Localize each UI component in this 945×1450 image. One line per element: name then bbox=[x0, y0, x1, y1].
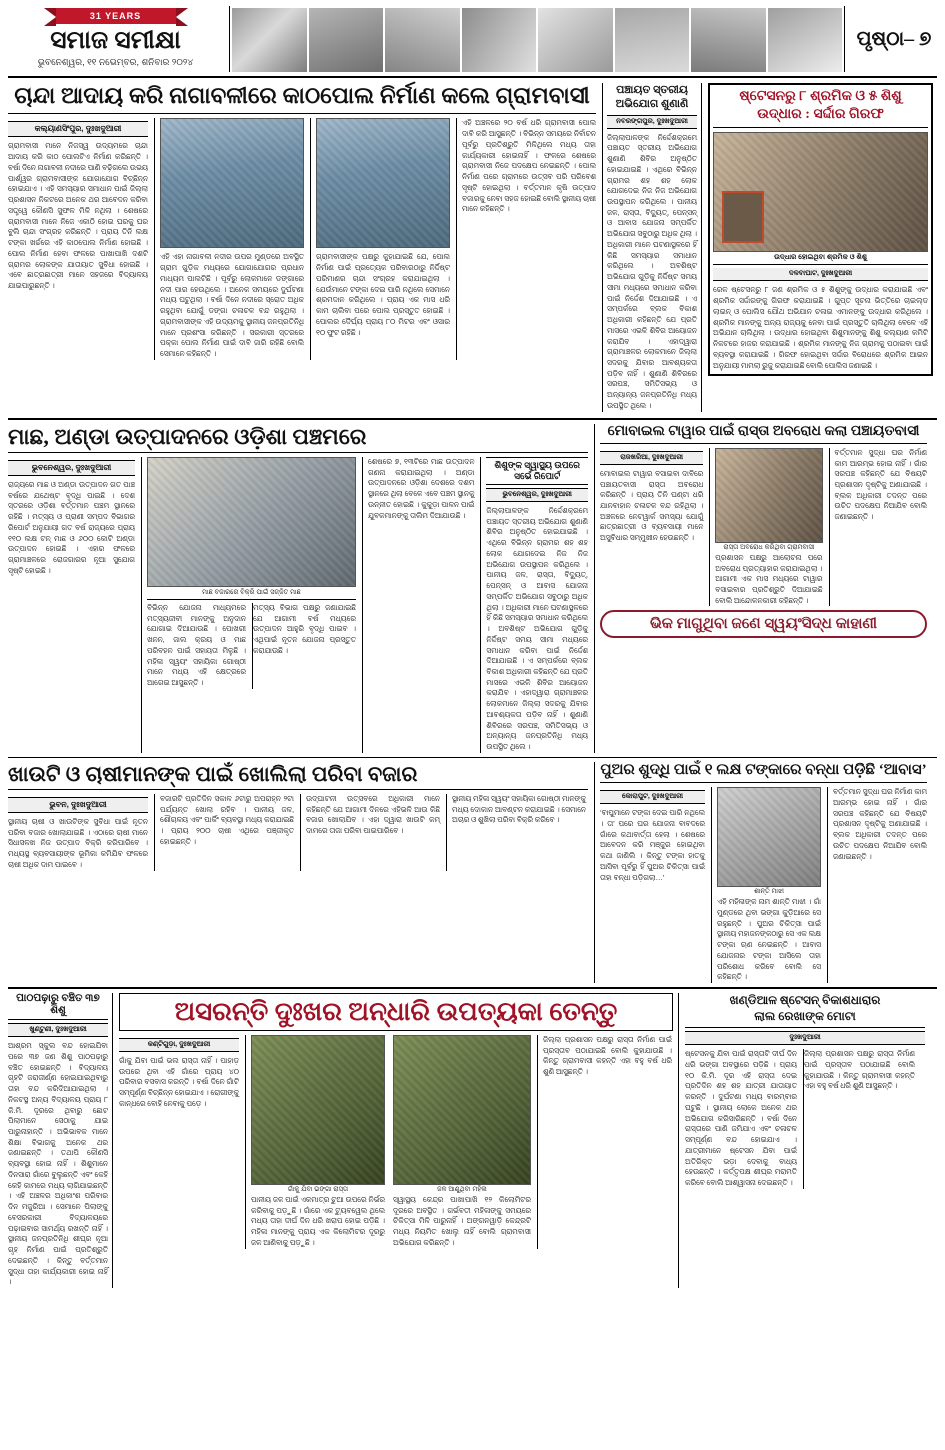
strip-photo-temple bbox=[232, 8, 307, 72]
station-headline-line2: ଲାଲ ରେଖାଙ୍କ ମୋଟା bbox=[685, 1009, 925, 1029]
lead-col4: ଏହି ଅଞ୍ଚଳରେ ୨୦ ବର୍ଷ ଧରି ଗ୍ରାମବାସୀ ପୋଲ ଦାବି କରି ଆସୁଛନ୍ତି । ବିଭିନ୍ନ ସମୟରେ ନିର୍ବାଚନ ପୂର୍ବରୁ ପ୍ରତିଶ୍ରୁତି ମିଳିଥିଲେ ମଧ୍ୟ ତାହା କାର୍ଯ୍ୟକାରୀ ହୋଇନାହିଁ । ଫଳରେ ଶେଷରେ ଗ୍ରାମବାସୀ ନିଜେ ପଦକ୍ଷେପ ନେଇଛନ୍ତି । ପୋଲ ନିର୍ମାଣ ପରେ ଗ୍ରାମରେ ଉତ୍ସବ ପରି ପରିବେଶ ସୃଷ୍ଟି ହୋଇଥିଲା । ବର୍ତ୍ତମାନ କୃଷି ଉତ୍ପାଦ ବଜାରକୁ ନେବା ସହଜ ହୋଇଛି ବୋଲି ସ୍ଥାନୀୟ ଚାଷୀ ମାନେ କହିଛନ୍ତି । bbox=[462, 118, 596, 214]
vegetable-col3: ଉଦ୍‌ଘାଟନୀ ଉତ୍ସବରେ ଅଧିକାରୀ ମାନେ କହିଛନ୍ତି ଯେ ଆଗାମୀ ଦିନରେ ଏହିଭଳି ଆଉ କିଛି ବଜାର ଖୋଲାଯିବ । ଏହା ଦ୍ୱାରା ଖାଉଟି କମ୍ ଦାମରେ ତାଜା ପରିବା ପାଇପାରିବେ । bbox=[306, 794, 440, 836]
strip-photo-children bbox=[462, 8, 537, 72]
paper-place-date: ଭୁବନେଶ୍ୱର, ୧୧ ନଭେମ୍ବର, ଶନିବାର ୨୦୨୪ bbox=[37, 57, 194, 67]
anniversary-ribbon: 31 YEARS bbox=[56, 8, 176, 24]
awas-col2: ଏହି ମହିଳାଙ୍କ ନାମ ଶାନ୍ତି ମାଝୀ । ଗାଁ ମୁଣ୍ଡରେ ଥିବା ଭଙ୍ଗା କୁଡ଼ିଆରେ ସେ ରହୁଛନ୍ତି । ପୁଅର ଚିକିତ୍ସା ପାଇଁ ସ୍ଥାନୀୟ ମହାଜନଙ୍କଠାରୁ ସେ ଏକ ଲକ୍ଷ ଟଙ୍କା ଋଣ ନେଇଛନ୍ତି । ଆବାସ ଯୋଜନାର ଟଙ୍କା ଆସିଲେ ତାହା ପରିଶୋଧ କରିବେ ବୋଲି ସେ କହିଛନ୍ତି । bbox=[717, 897, 821, 982]
awas-headline: ପୁଅର ଶୁଦ୍ଧି ପାଇଁ ୧ ଲକ୍ଷ ଟଙ୍କାରେ ବନ୍ଧା ପଡ଼ିଛି ‘ଆବାସ’ bbox=[600, 762, 927, 783]
strip-photo-river bbox=[768, 8, 843, 72]
station-col1: ଷ୍ଟେସନକୁ ଯିବା ପାଇଁ ରାସ୍ତାଟି ଦୀର୍ଘ ଦିନ ଧରି ଭଙ୍ଗା ଅବସ୍ଥାରେ ପଡ଼ିଛି । ପ୍ରାୟ ୧୦ କି.ମି. ଦୂର ଏହି ରାସ୍ତା ଦେଇ ପ୍ରତିଦିନ ଶହ ଶହ ଯାତ୍ରୀ ଯାତାୟାତ କରନ୍ତି । ଦୁର୍ଘଟଣା ମଧ୍ୟ ବାରମ୍ବାର ଘଟୁଛି । ସ୍ଥାନୀୟ ଲୋକେ ଅନେକ ଥର ଅଭିଯୋଗ କରିସାରିଛନ୍ତି । ବର୍ଷା ଦିନେ ରାସ୍ତାରେ ପାଣି ଜମିଯାଏ ଏବଂ ଚଳାଚଳ ସମ୍ପୂର୍ଣ୍ଣ ବନ୍ଦ ହୋଇଯାଏ । ଯାତ୍ରୀମାନେ ଷ୍ଟେସନ ଯିବା ପାଇଁ ଅତିରିକ୍ତ ଭଡ଼ା ଦେବାକୁ ବାଧ୍ୟ ହେଉଛନ୍ତି । କର୍ତ୍ତୃପକ୍ଷ ଶୀଘ୍ର ମରାମତି କରିବେ ବୋଲି ଆଶ୍ୱାସନା ଦେଇଛନ୍ତି । bbox=[685, 1049, 797, 1187]
masthead-left bbox=[8, 6, 223, 72]
rescue-headline-line1: ଷ୍ଟେସନରୁ ୮ ଶ୍ରମିକ ଓ ୫ ଶିଶୁ bbox=[739, 89, 902, 104]
valley-story bbox=[119, 993, 679, 1288]
beggar-band-title: ଭିକ ମାଗୁଥିବା ଜଣେ ସ୍ୱୟଂସିଦ୍ଧ କାହାଣୀ bbox=[600, 610, 927, 638]
panchayat-headline: ପଞ୍ଚାୟତ ସ୍ତରୀୟ ଅଭିଯୋଗ ଶୁଣାଣି bbox=[615, 84, 689, 111]
school-byline: ଖୁଣ୍ଟୁଣୀ, ଦୁଃଖଦୁଆରୀ bbox=[8, 1023, 108, 1037]
valley-headline: ଅସରନ୍ତି ଦୁଃଖର ଅନ୍ଧାରି ଉପତ୍ୟକା ତେନ୍ତୁ bbox=[119, 993, 673, 1031]
school-story bbox=[8, 993, 113, 1288]
vegetable-byline: ଭୁବନ, ଦୁଃଖଦୁଆରୀ bbox=[8, 797, 148, 813]
valley-photo-left-caption: ଗାଁକୁ ଯିବା ଭଙ୍ଗା ରାସ୍ତା bbox=[287, 1185, 349, 1193]
mid-band-body: ଜିଲ୍ଲାପାଳଙ୍କ ନିର୍ଦ୍ଦେଶକ୍ରମେ ପଞ୍ଚାୟତ ସ୍ତରୀୟ ଅଭିଯୋଗ ଶୁଣାଣି ଶିବିର ଅନୁଷ୍ଠିତ ହୋଇଯାଇଛି । ଏଥିରେ ବିଭିନ୍ନ ଗ୍ରାମର ଶହ ଶହ ଲୋକ ଯୋଗଦେଇ ନିଜ ନିଜ ଅଭିଯୋଗ ଉପସ୍ଥାପନ କରିଥିଲେ । ପାନୀୟ ଜଳ, ରାସ୍ତା, ବିଦ୍ୟୁତ୍, ପେନ୍‌ସନ୍ ଓ ଆବାସ ଯୋଜନା ସମ୍ପର୍କିତ ଅଭିଯୋଗ ସବୁଠାରୁ ଅଧିକ ଥିଲା । ଅଧିକାରୀ ମାନେ ଘଟଣାସ୍ଥଳରେ ହିଁ କିଛି ସମସ୍ୟାର ସମାଧାନ କରିଥିଲେ । ଅବଶିଷ୍ଟ ଅଭିଯୋଗ ଗୁଡ଼ିକୁ ନିର୍ଦ୍ଦିଷ୍ଟ ସମୟ ସୀମା ମଧ୍ୟରେ ସମାଧାନ କରିବା ପାଇଁ ନିର୍ଦ୍ଦେଶ ଦିଆଯାଇଛି । ଏ ସମ୍ପର୍କରେ ବ୍ଲକ ବିକାଶ ଅଧିକାରୀ କହିଛନ୍ତି ଯେ ପ୍ରତି ମାସରେ ଏଭଳି ଶିବିର ଆୟୋଜନ କରାଯିବ । ଏହାଦ୍ୱାରା ଗ୍ରାମାଞ୍ଚଳର ଲୋକମାନେ ଜିଲ୍ଲା ସଦରକୁ ଯିବାର ଆବଶ୍ୟକତା ପଡ଼ିବ ନାହିଁ । ଶୁଣାଣି ଶିବିରରେ ସରପଞ୍ଚ, ସମିତିସଭ୍ୟ ଓ ଅନ୍ୟାନ୍ୟ ଜନପ୍ରତିନିଧି ମଧ୍ୟ ଉପସ୍ଥିତ ଥିଲେ । bbox=[486, 505, 588, 752]
valley-photo-right-caption: ଜଳ ଆଣୁଥିବା ମହିଳା bbox=[437, 1185, 487, 1193]
fish-story bbox=[8, 424, 588, 753]
valley-byline: କଣ୍ଟିଗୁଡ଼ା, ଦୁଃଖଦୁଆରୀ bbox=[119, 1038, 239, 1052]
lead-byline: କଲ୍ୟାଣସିଂପୁର, ଦୁଃଖଦୁଆରୀ bbox=[8, 121, 148, 137]
fish-col2: ବିଭିନ୍ନ ଯୋଜନା ମାଧ୍ୟମରେ ମତ୍ସ୍ୟଜୀବୀ ମାନଙ୍କୁ ଅନୁଦାନ ଯୋଗାଇ ଦିଆଯାଉଛି । ପୋଖରୀ ଖନନ, ଜାଲ କ୍ରୟ ଓ ମାଛ ପରିବହନ ପାଇଁ ସହାୟତା ମିଳୁଛି । ମହିଳା ସ୍ୱୟଂ ସହାୟିକା ଗୋଷ୍ଠୀ ମାନେ ମଧ୍ୟ ଏହି କ୍ଷେତ୍ରରେ ଆଗେଇ ଆସୁଛନ୍ତି । bbox=[146, 602, 246, 688]
panchayat-story bbox=[602, 83, 702, 412]
awas-col3: ବର୍ତ୍ତମାନ ସୁଦ୍ଧା ଘର ନିର୍ମାଣ କାମ ଆରମ୍ଭ ହୋଇ ନାହିଁ । ଗାଁର ସରପଞ୍ଚ କହିଛନ୍ତି ଯେ ବିଷୟଟି ପ୍ରଶାସନ ଦୃଷ୍ଟିକୁ ଅଣାଯାଇଛି । ବ୍ଲକ ଅଧିକାରୀ ତଦନ୍ତ ପରେ ଉଚିତ ପଦକ୍ଷେପ ନିଆଯିବ ବୋଲି ଜଣାଇଛନ୍ତି । bbox=[833, 787, 927, 861]
vegetable-story bbox=[8, 762, 588, 983]
road-col2: ପ୍ରଶାସନ ପକ୍ଷରୁ ଆଲୋଚନା ପରେ ଅବରୋଧ ପ୍ରତ୍ୟାହାର କରାଯାଇଥିଲା । ଆଗାମୀ ଏକ ମାସ ମଧ୍ୟରେ ଟାୱାର ବସାଇବାର ପ୍ରତିଶ୍ରୁତି ଦିଆଯାଇଛି ବୋଲି ଆନ୍ଦୋଳନକାରୀ କହିଛନ୍ତି । bbox=[715, 552, 823, 605]
strip-photo-village bbox=[309, 8, 384, 72]
road-byline: ରାଜଖରିଆ, ଦୁଃଖଦୁଆରୀ bbox=[600, 451, 703, 465]
fish-photo-caption: ମାଛ ବଜାରରେ ବିକ୍ରି ପାଇଁ ସଜ୍ଜିତ ମାଛ bbox=[147, 587, 356, 600]
lead-col2: ଏହି ଏହା ନାଗାବଳୀ ନଦୀର ଉପର ମୁଣ୍ଡରେ ଅବସ୍ଥିତ ଗ୍ରାମ ଗୁଡ଼ିକ ମଧ୍ୟରେ ଯୋଗାଯୋଗର ପ୍ରଧାନ ମାଧ୍ୟମ ପାଲଟିଛି । ପୂର୍ବରୁ ଲୋକମାନେ ଡଙ୍ଗାରେ ନଦୀ ପାର ହେଉଥିଲେ । ଅନେକ ସମୟରେ ଦୁର୍ଘଟଣା ମଧ୍ୟ ଘଟୁଥିଲା । ବର୍ଷା ଦିନେ ନଦୀରେ ସ୍ରୋତ ଅଧିକ ରହୁଥିବା ଯୋଗୁଁ ଡଙ୍ଗା ଚଳାଚଳ ବନ୍ଦ ରହୁଥିଲା । ଗ୍ରାମବାସୀଙ୍କ ଏହି ଉଦ୍ୟମକୁ ସ୍ଥାନୀୟ ଜନପ୍ରତିନିଧି ମାନେ ପ୍ରଶଂସା କରିଛନ୍ତି । ସରକାରୀ ସ୍ତରରେ ପକ୍କା ପୋଲ ନିର୍ମାଣ ପାଇଁ ଦାବି ଜାରି ରହିଛି ବୋଲି ସେମାନେ କହିଛନ୍ତି । bbox=[160, 252, 304, 359]
divider-1 bbox=[8, 418, 937, 420]
mid-band-title: ଶିଶୁଙ୍କ ସ୍ୱାସ୍ଥ୍ୟ ଉପରେ ସର୍ଭେ ରିପୋର୍ଟ bbox=[486, 457, 588, 485]
strip-photo-boat bbox=[385, 8, 460, 72]
road-col1: ମୋବାଇଲ ଟାୱାର ବସାଇବା ଦାବିରେ ପଞ୍ଚାୟତବାସୀ ରାସ୍ତା ଅବରୋଧ କରିଛନ୍ତି । ପ୍ରାୟ ତିନି ଘଣ୍ଟା ଧରି ଯାନବାହାନ ଚଳାଚଳ ବନ୍ଦ ରହିଥିଲା । ଅଞ୍ଚଳରେ ନେଟୱାର୍କ ସମସ୍ୟା ଯୋଗୁଁ ଛାତ୍ରଛାତ୍ରୀ ଓ ବ୍ୟବସାୟୀ ମାନେ ଅସୁବିଧାର ସମ୍ମୁଖୀନ ହେଉଛନ୍ତି । bbox=[600, 468, 704, 543]
awas-col1: ‘ବାପୁମାନେ ଟଙ୍କା ଦେଇ ପାରି ନଥିଲେ । ତା’ ପରେ ଘର ଯୋଜନା ବାବଦରେ ଗାଁରେ କଥାବାର୍ତ୍ତା ହେଲା । ଶେଷରେ ଆବେଦନ କରି ମଞ୍ଜୁର ହୋଇଥିବା କଥା ଜାଣିଲି । କିନ୍ତୁ ଟଙ୍କା ହାତକୁ ଆସିବା ପୂର୍ବରୁ ହିଁ ପୁଅର ଚିକିତ୍ସା ପାଇଁ ତାହା ବନ୍ଧା ପଡ଼ିଗଲା…’ bbox=[600, 808, 705, 882]
awas-story bbox=[594, 762, 927, 983]
road-photo bbox=[715, 448, 822, 543]
rescue-inset-portrait bbox=[722, 191, 764, 243]
fish-col3: ଶେଷରେ ୭, ୧୩ଟିରେ ମାଛ ଉତ୍ପାଦନ ଗଣନା କରାଯାଇଥିଲା । ଅଣ୍ଡା ଉତ୍ପାଦନରେ ଓଡ଼ିଶା ଦେଶରେ ଦଶମ ସ୍ଥାନରେ ଥିଲା ବେଳେ ଏବେ ପଞ୍ଚମ ସ୍ଥାନକୁ ଉନ୍ନୀତ ହୋଇଛି । କୁକୁଡ଼ା ପାଳନ ପାଇଁ ଯୁବକମାନଙ୍କୁ ତାଲିମ ଦିଆଯାଉଛି । bbox=[367, 456, 475, 520]
valley-photo-left bbox=[251, 1035, 385, 1185]
lead-photo-2 bbox=[316, 118, 450, 248]
lead-photo bbox=[160, 118, 304, 248]
valley-col4: ଜିଲ୍ଲା ପ୍ରଶାସନ ପକ୍ଷରୁ ରାସ୍ତା ନିର୍ମାଣ ପାଇଁ ପ୍ରସ୍ତାବ ପଠାଯାଇଛି ବୋଲି କୁହାଯାଉଛି । କିନ୍ତୁ ଗ୍ରାମବାସୀ କହନ୍ତି ଏହା ବହୁ ବର୍ଷ ଧରି ଶୁଣି ଆସୁଛନ୍ତି । bbox=[543, 1034, 672, 1077]
rescue-story bbox=[708, 83, 933, 412]
rescue-headline-line2: ଉଦ୍ଧାର : ସର୍ଦ୍ଦାର ଗିରଫ bbox=[713, 106, 928, 128]
strip-photo-craft bbox=[615, 8, 690, 72]
masthead bbox=[8, 6, 937, 78]
fish-col2b: ମତ୍ସ୍ୟ ବିଭାଗ ପକ୍ଷରୁ ଜଣାଯାଇଛି ଯେ ଆଗାମୀ ବର୍ଷ ମଧ୍ୟରେ ଉତ୍ପାଦନ ଆହୁରି ବୃଦ୍ଧି ପାଇବ । ଏଥିପାଇଁ ନୂତନ ଯୋଜନା ପ୍ରସ୍ତୁତ କରାଯାଉଛି । bbox=[252, 603, 356, 689]
valley-col2: ପାନୀୟ ଜଳ ପାଇଁ ଏକମାତ୍ର ଚୁଆ ଉପରେ ନିର୍ଭର କରିବାକୁ ପଡ଼ୁଛି । ଗାଁରେ ଏକ ଟ୍ୟୁବୱେଲ ଥିଲେ ମଧ୍ୟ ତାହା ଦୀର୍ଘ ଦିନ ଧରି ଖରାପ ହୋଇ ପଡ଼ିଛି । ମହିଳା ମାନଙ୍କୁ ପ୍ରାୟ ଏକ କିଲୋମିଟର ଦୂରରୁ ଜଳ ଆଣିବାକୁ ପଡ଼ୁଛି । bbox=[251, 1194, 385, 1247]
school-body: ଆଶ୍ରମ ସ୍କୁଲ ବନ୍ଦ ହୋଇଯିବା ପରେ ୩୭ ଜଣ ଶିଶୁ ପାଠପଢ଼ାରୁ ବଞ୍ଚିତ ହୋଇଛନ୍ତି । ବିଦ୍ୟାଳୟ ଗୃହଟି ଜରାଜୀର୍ଣ୍ଣ ହୋଇଯାଇଥିବାରୁ ତାହା ବନ୍ଦ କରିଦିଆଯାଇଥିଲା । ନିକଟସ୍ଥ ଅନ୍ୟ ବିଦ୍ୟାଳୟ ପ୍ରାୟ ୮ କି.ମି. ଦୂରରେ ଥିବାରୁ ଛୋଟ ପିଲାମାନେ ସେଠାକୁ ଯାଇ ପାରୁନାହାନ୍ତି । ଅଭିଭାବକ ମାନେ ଶିକ୍ଷା ବିଭାଗକୁ ଅନେକ ଥର ଜଣାଇଛନ୍ତି । ତଥାପି କୌଣସି ବ୍ୟବସ୍ଥା ହୋଇ ନାହିଁ । ଶିଶୁମାନେ ଦିନସାରା ଗାଁରେ ବୁଲୁଛନ୍ତି ଏବଂ କେହି କେହି କାମରେ ମଧ୍ୟ ଲାଗିଯାଇଛନ୍ତି । ଏହି ଅଞ୍ଚଳର ଅଧିକାଂଶ ପରିବାର ଦିନ ମଜୁରିଆ । ସେମାନେ ପିଲାଙ୍କୁ ବେସରକାରୀ ବିଦ୍ୟାଳୟରେ ପଢ଼ାଇବାର ସାମର୍ଥ୍ୟ ରଖନ୍ତି ନାହିଁ । ସ୍ଥାନୀୟ ଜନପ୍ରତିନିଧି ଶୀଘ୍ର ନୂଆ ଗୃହ ନିର୍ମାଣ ପାଇଁ ପ୍ରତିଶ୍ରୁତି ଦେଇଛନ୍ତି । କିନ୍ତୁ ବର୍ତ୍ତମାନ ସୁଦ୍ଧା ତାହା କାର୍ଯ୍ୟକାରୀ ହୋଇ ନାହିଁ । bbox=[8, 1041, 108, 1287]
masthead-photo-strip bbox=[229, 6, 845, 72]
road-col3: ବର୍ତ୍ତମାନ ସୁଦ୍ଧା ଘର ନିର୍ମାଣ କାମ ଆରମ୍ଭ ହୋଇ ନାହିଁ । ଗାଁର ସରପଞ୍ଚ କହିଛନ୍ତି ଯେ ବିଷୟଟି ପ୍ରଶାସନ ଦୃଷ୍ଟିକୁ ଅଣାଯାଇଛି । ବ୍ଲକ ଅଧିକାରୀ ତଦନ୍ତ ପରେ ଉଚିତ ପଦକ୍ଷେପ ନିଆଯିବ ବୋଲି ଜଣାଇଛନ୍ତି । bbox=[834, 447, 927, 522]
road-story bbox=[594, 424, 927, 753]
paper-title: ସମାଜ ସମୀକ୍ଷା bbox=[50, 27, 181, 54]
station-story bbox=[685, 993, 925, 1288]
strip-photo-women bbox=[538, 8, 613, 72]
lead-story bbox=[8, 83, 596, 412]
awas-photo-caption: ଶାନ୍ତି ମାଝୀ bbox=[754, 888, 784, 896]
valley-col1: ଗାଁକୁ ଯିବା ପାଇଁ ଭଲ ରାସ୍ତା ନାହିଁ । ପାହାଡ଼ ଉପରେ ଥିବା ଏହି ଗାଁରେ ପ୍ରାୟ ୪୦ ପରିବାର ବସବାସ କରନ୍ତି । ବର୍ଷା ଦିନେ ଗାଁଟି ସମ୍ପୂର୍ଣ୍ଣ ବିଚ୍ଛିନ୍ନ ହୋଇଯାଏ । ରୋଗୀଙ୍କୁ କାନ୍ଧରେ ବୋହି ନେବାକୁ ପଡ଼େ । bbox=[119, 1055, 239, 1108]
lead-col3: ଗ୍ରାମବାସୀଙ୍କ ପକ୍ଷରୁ କୁହାଯାଇଛି ଯେ, ପୋଲ ନିର୍ମାଣ ପାଇଁ ପ୍ରତ୍ୟେକ ପରିବାରଠାରୁ ନିର୍ଦ୍ଦିଷ୍ଟ ପରିମାଣର ଚାନ୍ଦା ସଂଗ୍ରହ କରାଯାଇଥିଲା । ଯେଉଁମାନେ ଟଙ୍କା ଦେଇ ପାରି ନଥିଲେ ସେମାନେ ଶ୍ରମଦାନ କରିଥିଲେ । ପ୍ରାୟ ଏକ ମାସ ଧରି କାମ ଚାଲିବା ପରେ ପୋଲ ପ୍ରସ୍ତୁତ ହୋଇଛି । ପୋଲର ଦୈର୍ଘ୍ୟ ପ୍ରାୟ ୮୦ ମିଟର ଏବଂ ଓସାର ୧୦ ଫୁଟ ରହିଛି । bbox=[316, 252, 450, 337]
divider-2 bbox=[8, 757, 937, 758]
station-headline-line1: ଖଣ୍ଡିଆଳ ଷ୍ଟେସନ୍ ବିକାଶଧାରାର bbox=[729, 993, 881, 1007]
page-number: ପୃଷ୍ଠା– ୭ bbox=[856, 27, 932, 50]
station-byline: ଦୁଃଖଦୁଆରୀ bbox=[685, 1031, 925, 1045]
lead-headline: ଚାନ୍ଦା ଆଦାୟ କରି ନାଗାବଳୀରେ କାଠପୋଲ ନିର୍ମାଣ କଲେ ଗ୍ରାମବାସୀ bbox=[8, 83, 596, 114]
road-headline: ମୋବାଇଲ ଟାୱାର ପାଇଁ ରାସ୍ତା ଅବରୋଧ କଲା ପଞ୍ଚାୟତବାସୀ bbox=[600, 424, 927, 444]
valley-photo-right bbox=[393, 1035, 531, 1185]
vegetable-col2: ବଜାରଟି ପ୍ରତିଦିନ ସକାଳ ୬ଟାରୁ ଅପରାହ୍ନ ୨ଟା ପର୍ଯ୍ୟନ୍ତ ଖୋଲା ରହିବ । ପାନୀୟ ଜଳ, ଶୌଚାଳୟ ଏବଂ ପାର୍କିଂ ବ୍ୟବସ୍ଥା ମଧ୍ୟ କରାଯାଇଛି । ପ୍ରାୟ ୨୦୦ ଚାଷୀ ଏଥିରେ ପଞ୍ଜୀକୃତ ହୋଇଛନ୍ତି । bbox=[160, 794, 294, 846]
vegetable-col4: ସ୍ଥାନୀୟ ମହିଳା ସ୍ୱୟଂ ସହାୟିକା ଗୋଷ୍ଠୀ ମାନଙ୍କୁ ମଧ୍ୟ ଦୋକାନ ଆବଣ୍ଟନ କରାଯାଇଛି । ସେମାନେ ଅଚାର ଓ ଶୁଖିଲା ପରିବା ବିକ୍ରି କରିବେ । bbox=[452, 794, 586, 825]
rescue-photo-caption: ଉଦ୍ଧାର ହୋଇଥିବା ଶ୍ରମିକ ଓ ଶିଶୁ bbox=[713, 254, 928, 265]
mid-band-byline: ଭୁବନେଶ୍ୱର, ଦୁଃଖଦୁଆରୀ bbox=[486, 488, 588, 502]
fish-byline: ଭୁବନେଶ୍ୱର, ଦୁଃଖଦୁଆରୀ bbox=[8, 460, 135, 476]
station-col2: ଜିଲ୍ଲା ପ୍ରଶାସନ ପକ୍ଷରୁ ରାସ୍ତା ନିର୍ମାଣ ପାଇଁ ପ୍ରସ୍ତାବ ପଠାଯାଇଛି ବୋଲି କୁହାଯାଉଛି । କିନ୍ତୁ ଗ୍ରାମବାସୀ କହନ୍ତି ଏହା ବହୁ ବର୍ଷ ଧରି ଶୁଣି ଆସୁଛନ୍ତି । bbox=[803, 1049, 915, 1189]
rescue-body: ରେଳ ଷ୍ଟେସନରୁ ୮ ଜଣ ଶ୍ରମିକ ଓ ୫ ଶିଶୁଙ୍କୁ ଉଦ୍ଧାର କରାଯାଇଛି ଏବଂ ଶ୍ରମିକ ସର୍ଦ୍ଦାରଙ୍କୁ ଗିରଫ କରାଯାଇଛି । ଗୁପ୍ତ ସୂଚନା ଭିତ୍ତିରେ ଚାଇଲ୍ଡ ଲାଇନ୍ ଓ ପୋଲିସ ଯୌଥ ଅଭିଯାନ ଚଳାଇ ଏମାନଙ୍କୁ ଉଦ୍ଧାର କରିଥିଲେ । ଶ୍ରମିକ ମାନଙ୍କୁ ଅନ୍ୟ ରାଜ୍ୟକୁ ନେବା ପାଇଁ ପ୍ରସ୍ତୁତି ଚାଲିଥିଲା ବେଳେ ଏହି ଅଭିଯାନ ଚାଲିଥିଲା । ଉଦ୍ଧାର ହୋଇଥିବା ଶିଶୁମାନଙ୍କୁ ଶିଶୁ କଲ୍ୟାଣ କମିଟି ନିକଟରେ ହାଜର କରାଯାଇଛି । ଶ୍ରମିକ ମାନଙ୍କୁ ନିଜ ଗ୍ରାମକୁ ପଠାଇବା ପାଇଁ ବ୍ୟବସ୍ଥା କରାଯାଇଛି । ଗିରଫ ହୋଇଥିବା ସର୍ଦ୍ଦାର ବିରୋଧରେ ଶ୍ରମିକ ଆଇନ ଅନୁଯାୟୀ ମାମଲା ରୁଜୁ କରାଯାଇଛି ବୋଲି ପୋଲିସ ଜଣାଇଛି । bbox=[713, 285, 928, 370]
fish-photo bbox=[147, 457, 356, 587]
valley-col3: ସ୍ୱାସ୍ଥ୍ୟ କେନ୍ଦ୍ର ପାଖାପାଖି ୧୨ କିଲୋମିଟର ଦୂରରେ ଅବସ୍ଥିତ । ଗର୍ଭବତୀ ମହିଳାଙ୍କୁ ସମୟରେ ଚିକିତ୍ସା ମିଳି ପାରୁନାହିଁ । ଅଙ୍ଗନୱାଡ଼ି କେନ୍ଦ୍ରଟି ମଧ୍ୟ ନିୟମିତ ଖୋଲୁ ନାହିଁ ବୋଲି ଗ୍ରାମବାସୀ ଅଭିଯୋଗ କରିଛନ୍ତି । bbox=[393, 1194, 531, 1247]
panchayat-body: ଜିଲ୍ଲାପାଳଙ୍କ ନିର୍ଦ୍ଦେଶକ୍ରମେ ପଞ୍ଚାୟତ ସ୍ତରୀୟ ଅଭିଯୋଗ ଶୁଣାଣି ଶିବିର ଅନୁଷ୍ଠିତ ହୋଇଯାଇଛି । ଏଥିରେ ବିଭିନ୍ନ ଗ୍ରାମର ଶହ ଶହ ଲୋକ ଯୋଗଦେଇ ନିଜ ନିଜ ଅଭିଯୋଗ ଉପସ୍ଥାପନ କରିଥିଲେ । ପାନୀୟ ଜଳ, ରାସ୍ତା, ବିଦ୍ୟୁତ୍, ପେନ୍‌ସନ୍ ଓ ଆବାସ ଯୋଜନା ସମ୍ପର୍କିତ ଅଭିଯୋଗ ସବୁଠାରୁ ଅଧିକ ଥିଲା । ଅଧିକାରୀ ମାନେ ଘଟଣାସ୍ଥଳରେ ହିଁ କିଛି ସମସ୍ୟାର ସମାଧାନ କରିଥିଲେ । ଅବଶିଷ୍ଟ ଅଭିଯୋଗ ଗୁଡ଼ିକୁ ନିର୍ଦ୍ଦିଷ୍ଟ ସମୟ ସୀମା ମଧ୍ୟରେ ସମାଧାନ କରିବା ପାଇଁ ନିର୍ଦ୍ଦେଶ ଦିଆଯାଇଛି । ଏ ସମ୍ପର୍କରେ ବ୍ଲକ ବିକାଶ ଅଧିକାରୀ କହିଛନ୍ତି ଯେ ପ୍ରତି ମାସରେ ଏଭଳି ଶିବିର ଆୟୋଜନ କରାଯିବ । ଏହାଦ୍ୱାରା ଗ୍ରାମାଞ୍ଚଳର ଲୋକମାନେ ଜିଲ୍ଲା ସଦରକୁ ଯିବାର ଆବଶ୍ୟକତା ପଡ଼ିବ ନାହିଁ । ଶୁଣାଣି ଶିବିରରେ ସରପଞ୍ଚ, ସମିତିସଭ୍ୟ ଓ ଅନ୍ୟାନ୍ୟ ଜନପ୍ରତିନିଧି ମଧ୍ୟ ଉପସ୍ଥିତ ଥିଲେ । bbox=[607, 132, 697, 410]
lead-col1: ଗ୍ରାମବାସୀ ମାନେ ନିଜସ୍ୱ ଉଦ୍ୟମରେ ଚାନ୍ଦା ଆଦାୟ କରି କାଠ ପୋଲଟିଏ ନିର୍ମାଣ କରିଛନ୍ତି । ବର୍ଷା ଦିନେ ନାଗାବଳୀ ନଦୀରେ ପାଣି ବଢ଼ିଗଲେ ଉଭୟ ପାର୍ଶ୍ୱର ଗ୍ରାମବାସୀଙ୍କ ଯୋଗାଯୋଗ ବିଚ୍ଛିନ୍ନ ହୋଇଯାଏ । ଏହି ସମସ୍ୟାର ସମାଧାନ ପାଇଁ ଜିଲ୍ଲା ପ୍ରଶାସନ ନିକଟରେ ଅନେକ ଥର ଆବେଦନ କରିବା ସତ୍ତ୍ୱେ କୌଣସି ସୁଫଳ ମିଳି ନଥିଲା । ଶେଷରେ ଗ୍ରାମବାସୀ ମାନେ ନିଜେ ଏକାଠି ହୋଇ ଘରକୁ ଘର ବୁଲି ଚାନ୍ଦା ସଂଗ୍ରହ କରିଛନ୍ତି । ପ୍ରାୟ ତିନି ଲକ୍ଷ ଟଙ୍କା ଖର୍ଚ୍ଚରେ ଏହି କାଠପୋଲ ନିର୍ମାଣ ହୋଇଛି । ପୋଲ ନିର୍ମାଣ ହେବା ଫଳରେ ପାଖାପାଖି ଦଶଟି ଗ୍ରାମର ଲୋକଙ୍କ ଯାତାୟାତ ସୁବିଧା ହୋଇଛି । ଏବେ ଛାତ୍ରଛାତ୍ରୀ ମାନେ ସହଜରେ ବିଦ୍ୟାଳୟ ଯାଇପାରୁଛନ୍ତି । bbox=[8, 141, 148, 290]
strip-photo-market bbox=[691, 8, 766, 72]
road-photo-caption: ରାସ୍ତା ଅବରୋଧ କରିଥିବା ଗ୍ରାମବାସୀ bbox=[723, 543, 815, 551]
vegetable-col1: ସ୍ଥାନୀୟ ଚାଷୀ ଓ ଖାଉଟିଙ୍କ ସୁବିଧା ପାଇଁ ନୂତନ ପରିବା ବଜାର ଖୋଲାଯାଇଛି । ଏଠାରେ ଚାଷୀ ମାନେ ସିଧାସଳଖ ନିଜ ଉତ୍ପାଦ ବିକ୍ରି କରିପାରିବେ । ମଧ୍ୟସ୍ଥ ବ୍ୟବସାୟୀଙ୍କ ଭୂମିକା କମିଯିବ ଫଳରେ ଚାଷୀ ଅଧିକ ଦାମ ପାଇବେ । bbox=[8, 817, 148, 869]
fish-col1: ରାଜ୍ୟରେ ମାଛ ଓ ଅଣ୍ଡା ଉତ୍ପାଦନ ଗତ ପାଞ୍ଚ ବର୍ଷରେ ଯଥେଷ୍ଟ ବୃଦ୍ଧି ପାଇଛି । ଦେଶ ସ୍ତରରେ ଓଡ଼ିଶା ବର୍ତ୍ତମାନ ପଞ୍ଚମ ସ୍ଥାନରେ ରହିଛି । ମତ୍ସ୍ୟ ଓ ପ୍ରାଣୀ ସମ୍ପଦ ବିଭାଗର ରିପୋର୍ଟ ଅନୁଯାୟୀ ଗତ ବର୍ଷ ରାଜ୍ୟରେ ପ୍ରାୟ ୧୧୦ ଲକ୍ଷ ଟନ୍ ମାଛ ଓ ୬୦୦ କୋଟି ଅଣ୍ଡା ଉତ୍ପାଦନ ହୋଇଛି । ଏହାର ଫଳରେ ଗ୍ରାମାଞ୍ଚଳରେ ରୋଜଗାରର ନୂଆ ସୁଯୋଗ ସୃଷ୍ଟି ହୋଇଛି । bbox=[8, 479, 135, 575]
awas-photo bbox=[717, 787, 821, 887]
divider-3 bbox=[8, 987, 937, 989]
school-headline: ପାଠପଢ଼ାରୁ ବଞ୍ଚିତ ୩୭ ଶିଶୁ bbox=[8, 993, 108, 1020]
vegetable-headline: ଖାଉଟି ଓ ଚାଷୀମାନଙ୍କ ପାଇଁ ଖୋଲିଲା ପରିବା ବଜାର bbox=[8, 762, 588, 790]
panchayat-byline: ନବରଙ୍ଗପୁର, ଦୁଃଖଦୁଆରୀ bbox=[607, 115, 697, 129]
rescue-byline: ଦଳବାଘାଟ, ଦୁଃଖଦୁଆରୀ bbox=[713, 268, 928, 281]
awas-byline: କୋରାପୁଟ, ଦୁଃଖଦୁଆରୀ bbox=[600, 790, 705, 804]
fish-headline: ମାଛ, ଅଣ୍ଡା ଉତ୍ପାଦନରେ ଓଡ଼ିଶା ପଞ୍ଚମରେ bbox=[8, 424, 588, 453]
rescue-photo bbox=[713, 132, 928, 252]
